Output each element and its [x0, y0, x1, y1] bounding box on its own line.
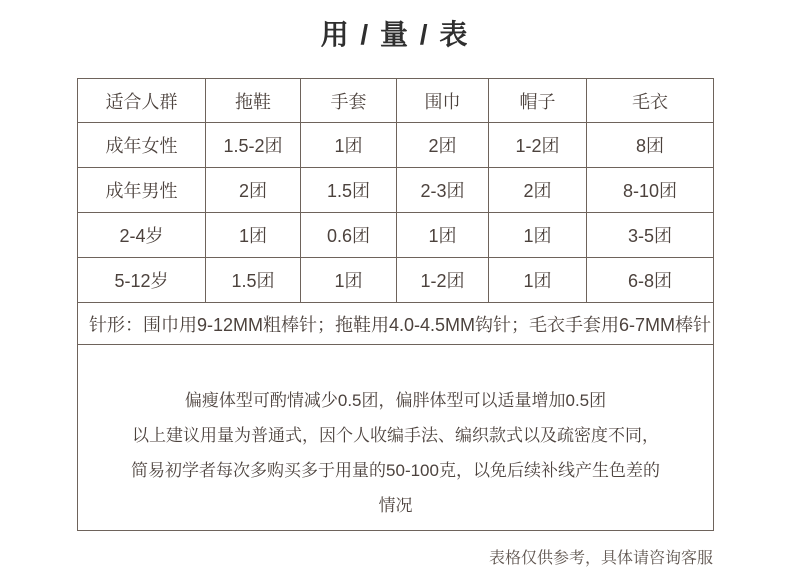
- table-cell: 2团: [397, 123, 489, 168]
- row-label: 5-12岁: [78, 258, 206, 303]
- table-row-adult-female: [78, 123, 714, 168]
- table-cell: 2团: [206, 168, 301, 213]
- needle-spec-row: [78, 303, 714, 345]
- table-cell: 1-2团: [489, 123, 587, 168]
- header-sweater: 毛衣: [587, 79, 714, 123]
- table-cell: 1团: [301, 258, 397, 303]
- row-label: 成年男性: [78, 168, 206, 213]
- row-label: 成年女性: [78, 123, 206, 168]
- table-cell: 0.6团: [301, 213, 397, 258]
- table-cell: 1.5团: [206, 258, 301, 303]
- table-cell: 2-3团: [397, 168, 489, 213]
- table-cell: 6-8团: [587, 258, 714, 303]
- table-cell: 2团: [489, 168, 587, 213]
- table-cell: 8-10团: [587, 168, 714, 213]
- note-line-1: 偏瘦体型可酌情减少0.5团，偏胖体型可以适量增加0.5团: [184, 390, 607, 410]
- header-audience: 适合人群: [78, 79, 206, 123]
- table-cell: 1团: [397, 213, 489, 258]
- row-label: 2-4岁: [78, 213, 206, 258]
- table-cell: 1团: [301, 123, 397, 168]
- footer-disclaimer: 表格仅供参考，具体请咨询客服: [488, 550, 713, 567]
- table-header-row: [78, 79, 714, 123]
- notes-block: [78, 345, 714, 531]
- table-row-adult-male: [78, 168, 714, 213]
- page-title: 用 / 量 / 表: [320, 19, 470, 50]
- table-cell: 8团: [587, 123, 714, 168]
- header-gloves: 手套: [301, 79, 397, 123]
- header-hat: 帽子: [489, 79, 587, 123]
- table-cell: 1团: [489, 258, 587, 303]
- header-slippers: 拖鞋: [206, 79, 301, 123]
- needle-spec-text: 针形：围巾用9-12MM粗棒针；拖鞋用4.0-4.5MM钩针；毛衣手套用6-7MM棒针: [78, 303, 714, 345]
- note-line-2: 以上建议用量为普通式，因个人收编手法、编织款式以及疏密度不同，: [132, 425, 659, 445]
- table-row-age-2-4: [78, 213, 714, 258]
- notes-row: [78, 345, 714, 531]
- table-cell: 1.5团: [301, 168, 397, 213]
- table-row-age-5-12: [78, 258, 714, 303]
- table-cell: 1团: [206, 213, 301, 258]
- note-line-4: 情况: [378, 495, 413, 515]
- table-cell: 1.5-2团: [206, 123, 301, 168]
- table-cell: 1-2团: [397, 258, 489, 303]
- table-cell: 1团: [489, 213, 587, 258]
- table-cell: 3-5团: [587, 213, 714, 258]
- header-scarf: 围巾: [397, 79, 489, 123]
- note-line-3: 简易初学者每次多购买多于用量的50-100克，以免后续补线产生色差的: [131, 460, 660, 480]
- usage-table: [77, 78, 714, 531]
